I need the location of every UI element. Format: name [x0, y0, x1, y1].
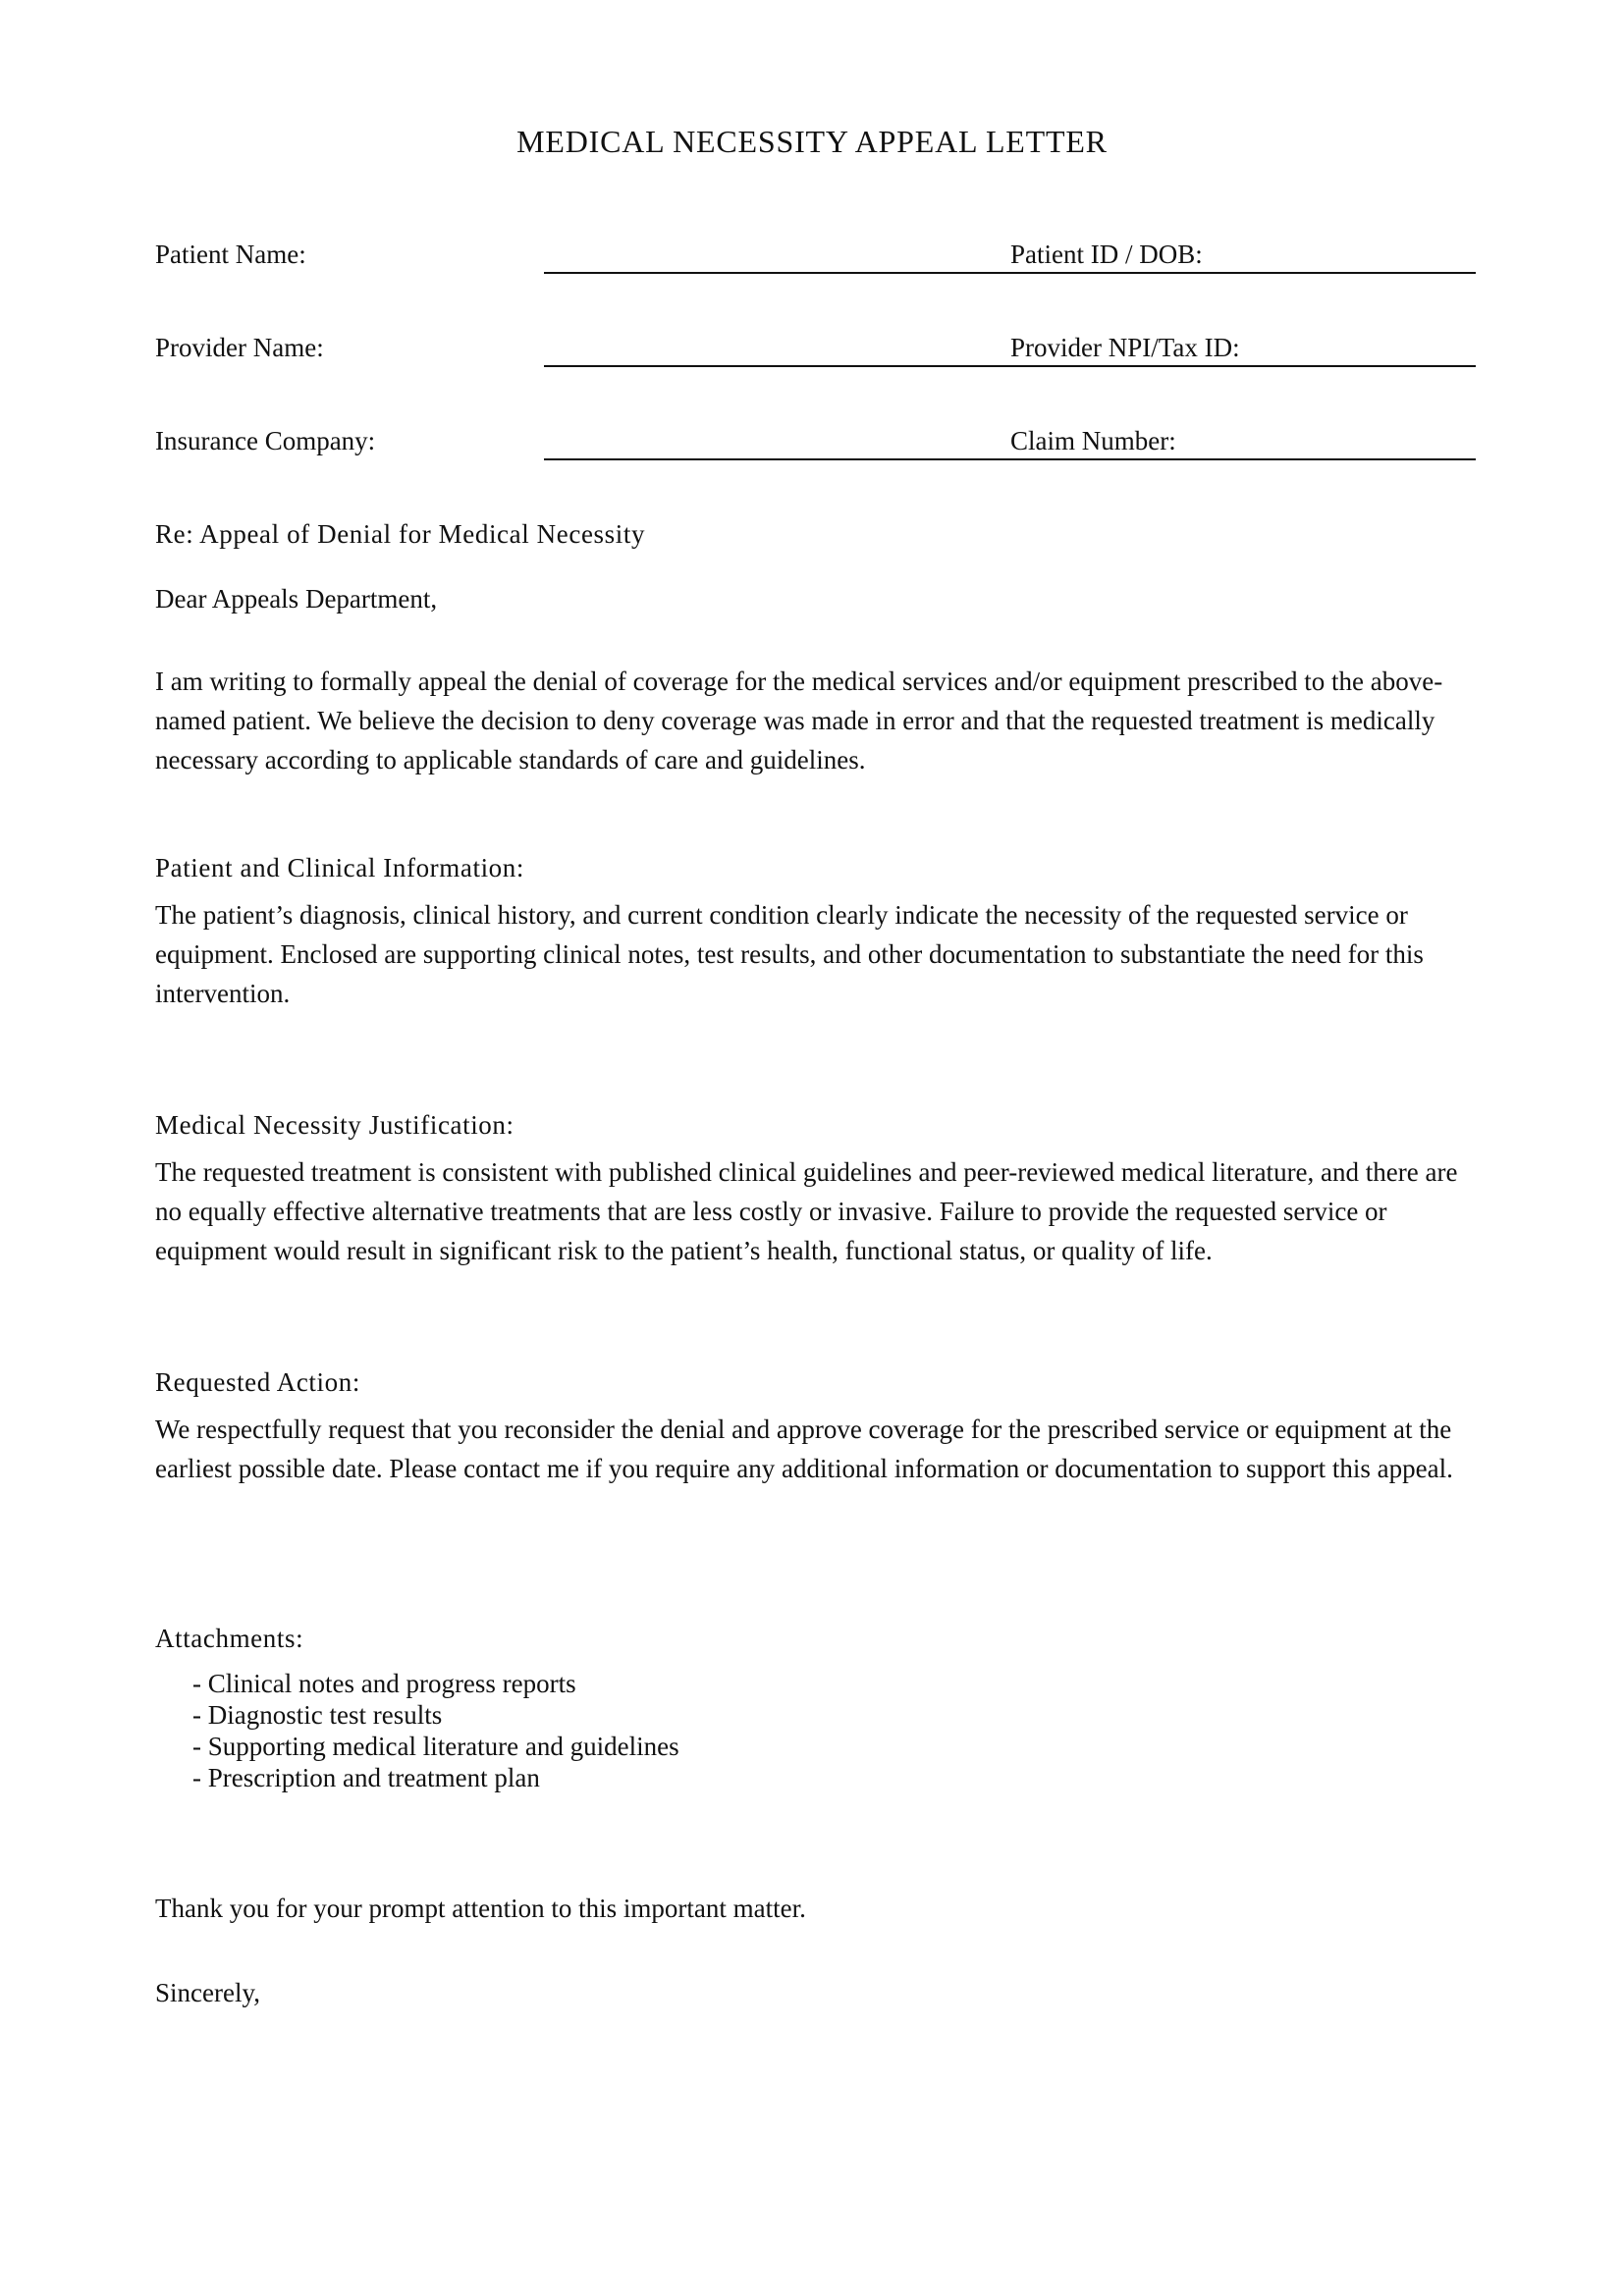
insurance-company-label: Insurance Company:: [155, 426, 376, 455]
patient-id-dob-field[interactable]: [1245, 240, 1471, 269]
section-body-justification: The requested treatment is consistent with published clinical guidelines and peer-reviewed medical literature, and there are no equally effective alternative treatments that are less costly or invasive. Failure to provide the requested service or equipment would result in significant risk to the patient’s health, functional status, or quality of life.: [155, 1157, 1458, 1265]
list-item: - Prescription and treatment plan: [192, 1763, 540, 1792]
field-row-patient: [155, 240, 1476, 279]
claim-number-label: Claim Number:: [1010, 426, 1176, 455]
field-row-insurance: [155, 426, 1476, 465]
insurance-field-underline: [544, 458, 1476, 460]
re-line: Re: Appeal of Denial for Medical Necessity: [155, 519, 646, 549]
list-item: - Clinical notes and progress reports: [192, 1669, 576, 1698]
sign-off: Sincerely,: [155, 1978, 260, 2007]
salutation: Dear Appeals Department,: [155, 584, 438, 614]
document-title: MEDICAL NECESSITY APPEAL LETTER: [516, 124, 1108, 159]
provider-field-underline: [544, 365, 1476, 367]
provider-npi-label: Provider NPI/Tax ID:: [1010, 333, 1240, 362]
section-heading-clinical-info: Patient and Clinical Information:: [155, 853, 524, 882]
section-heading-requested-action: Requested Action:: [155, 1367, 360, 1397]
claim-number-field[interactable]: [1245, 426, 1471, 455]
list-item: - Diagnostic test results: [192, 1700, 443, 1730]
list-item: - Supporting medical literature and guidelines: [192, 1732, 679, 1761]
attachments-heading: Attachments:: [155, 1624, 304, 1653]
provider-npi-field[interactable]: [1245, 333, 1471, 362]
patient-field-underline: [544, 272, 1476, 274]
field-row-provider: [155, 333, 1476, 372]
patient-id-dob-label: Patient ID / DOB:: [1010, 240, 1203, 269]
section-body-requested-action: We respectfully request that you reconsider the denial and approve coverage for the prescribed service or equipment at the earliest possible date. Please contact me if you require any additional information or documentation to support this appeal.: [155, 1415, 1453, 1483]
attachments-list: [192, 1668, 679, 1793]
intro-paragraph: I am writing to formally appeal the denial of coverage for the medical services and/or equipment prescribed to the above-named patient. We believe the decision to deny coverage was made in error and that the requested treatment is medically necessary according to applicable standards of care and guidelines.: [155, 667, 1443, 774]
closing-line: Thank you for your prompt attention to this important matter.: [155, 1894, 806, 1923]
patient-name-label: Patient Name:: [155, 240, 306, 269]
provider-name-label: Provider Name:: [155, 333, 324, 362]
section-heading-justification: Medical Necessity Justification:: [155, 1110, 514, 1140]
section-body-clinical-info: The patient’s diagnosis, clinical history, and current condition clearly indicate the necessity of the requested service or equipment. Enclosed are supporting clinical notes, test results, and other documentation to substantiate the need for this intervention.: [155, 900, 1424, 1008]
